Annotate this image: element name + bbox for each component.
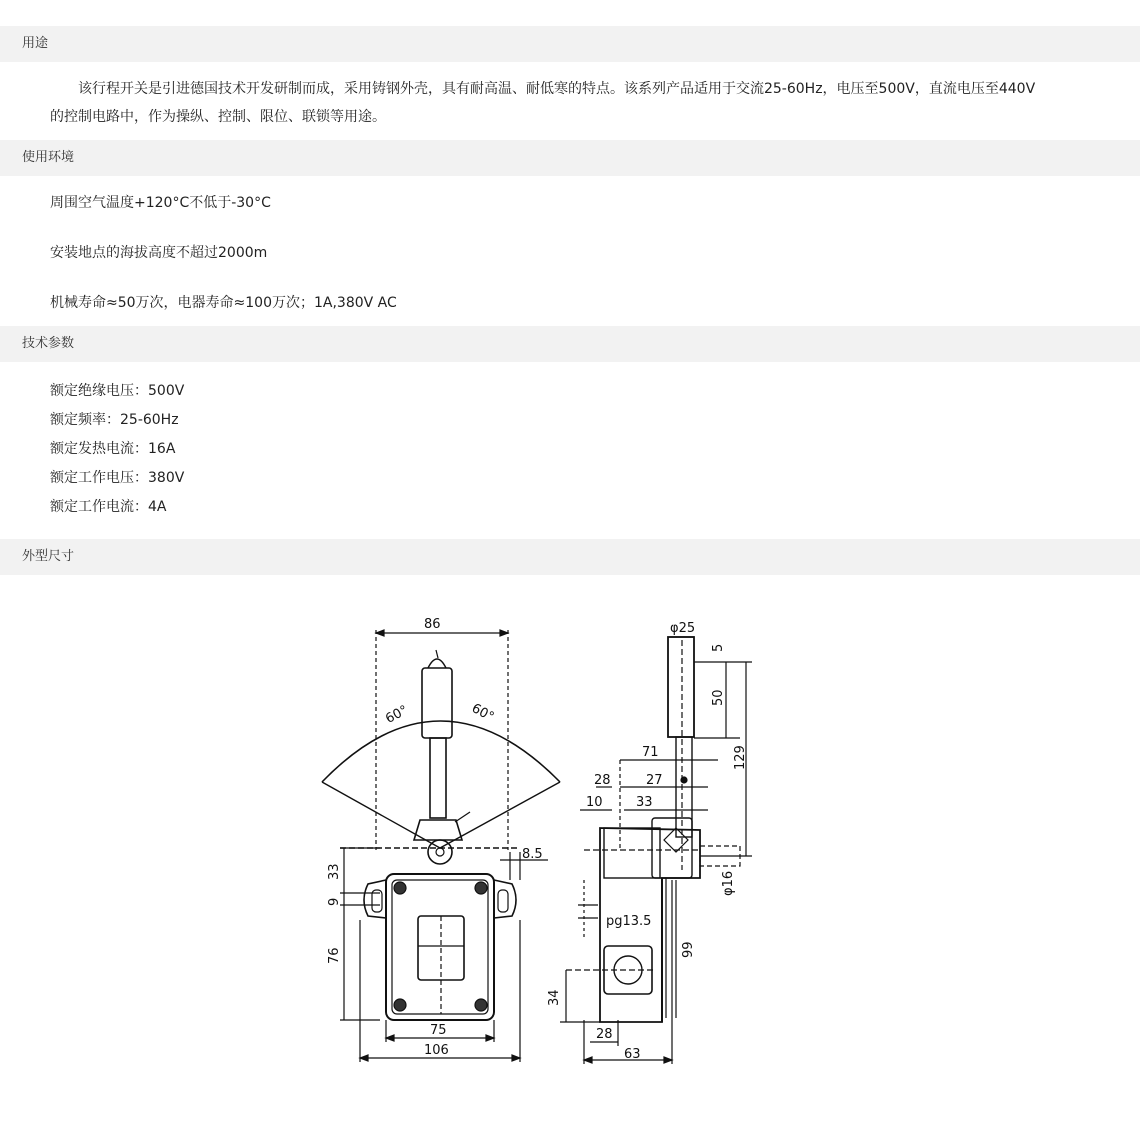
section-header-dimensions — [0, 539, 1140, 575]
front-view — [322, 630, 560, 1062]
dim-86: 86 — [424, 617, 441, 632]
dim-99: 99 — [681, 941, 696, 958]
section-title-usage: 用途 — [22, 36, 49, 51]
dim-33-side: 33 — [636, 795, 653, 810]
dim-phi16: φ16 — [721, 870, 736, 896]
dim-76: 76 — [327, 947, 342, 964]
section-title-environment: 使用环境 — [22, 150, 75, 165]
section-title-dimensions: 外型尺寸 — [22, 549, 75, 564]
param-frequency: 额定频率：25-60Hz — [50, 412, 179, 428]
dim-8-5: 8.5 — [522, 847, 543, 862]
env-item-altitude: 安装地点的海拔高度不超过2000m — [50, 245, 268, 261]
param-working-current: 额定工作电流：4A — [50, 499, 167, 515]
param-insulation-voltage: 额定绝缘电压：500V — [50, 383, 185, 399]
usage-text-line2: 的控制电路中，作为操纵、控制、限位、联锁等用途。 — [50, 109, 386, 125]
dim-71: 71 — [642, 745, 659, 760]
dim-phi25: φ25 — [670, 621, 696, 636]
param-working-voltage: 额定工作电压：380V — [50, 470, 185, 486]
dimension-drawing — [300, 600, 780, 1080]
dim-28-bottom: 28 — [596, 1027, 613, 1042]
usage-text-line1: 该行程开关是引进德国技术开发研制而成，采用铸钢外壳，具有耐高温、耐低寒的特点。该系列产品适用于交流25-60Hz，电压至500V，直流电压至440V — [78, 81, 1036, 97]
dim-pg13-5: pg13.5 — [606, 914, 652, 929]
dim-10: 10 — [586, 795, 603, 810]
section-header-environment — [0, 140, 1140, 176]
dimension-drawing-svg — [300, 600, 780, 1080]
dim-28-top: 28 — [594, 773, 611, 788]
dim-34: 34 — [547, 989, 562, 1006]
dim-50: 50 — [711, 689, 726, 706]
dim-75: 75 — [430, 1023, 447, 1038]
dim-5: 5 — [711, 643, 726, 652]
dim-angle-left: 60° — [383, 702, 411, 727]
dim-27: 27 — [646, 773, 663, 788]
dim-9: 9 — [327, 897, 342, 906]
param-thermal-current: 额定发热电流：16A — [50, 441, 176, 457]
dim-angle-right: 60° — [468, 701, 497, 726]
dim-33-front: 33 — [327, 863, 342, 880]
dim-129: 129 — [733, 745, 748, 770]
section-header-usage — [0, 26, 1140, 62]
dim-106: 106 — [424, 1043, 449, 1058]
section-header-params — [0, 326, 1140, 362]
section-title-params: 技术参数 — [22, 336, 75, 351]
env-item-lifespan: 机械寿命≈50万次，电器寿命≈100万次；1A,380V AC — [50, 295, 397, 311]
dim-63: 63 — [624, 1047, 641, 1062]
env-item-temperature: 周围空气温度+120°C不低于-30°C — [50, 195, 271, 211]
